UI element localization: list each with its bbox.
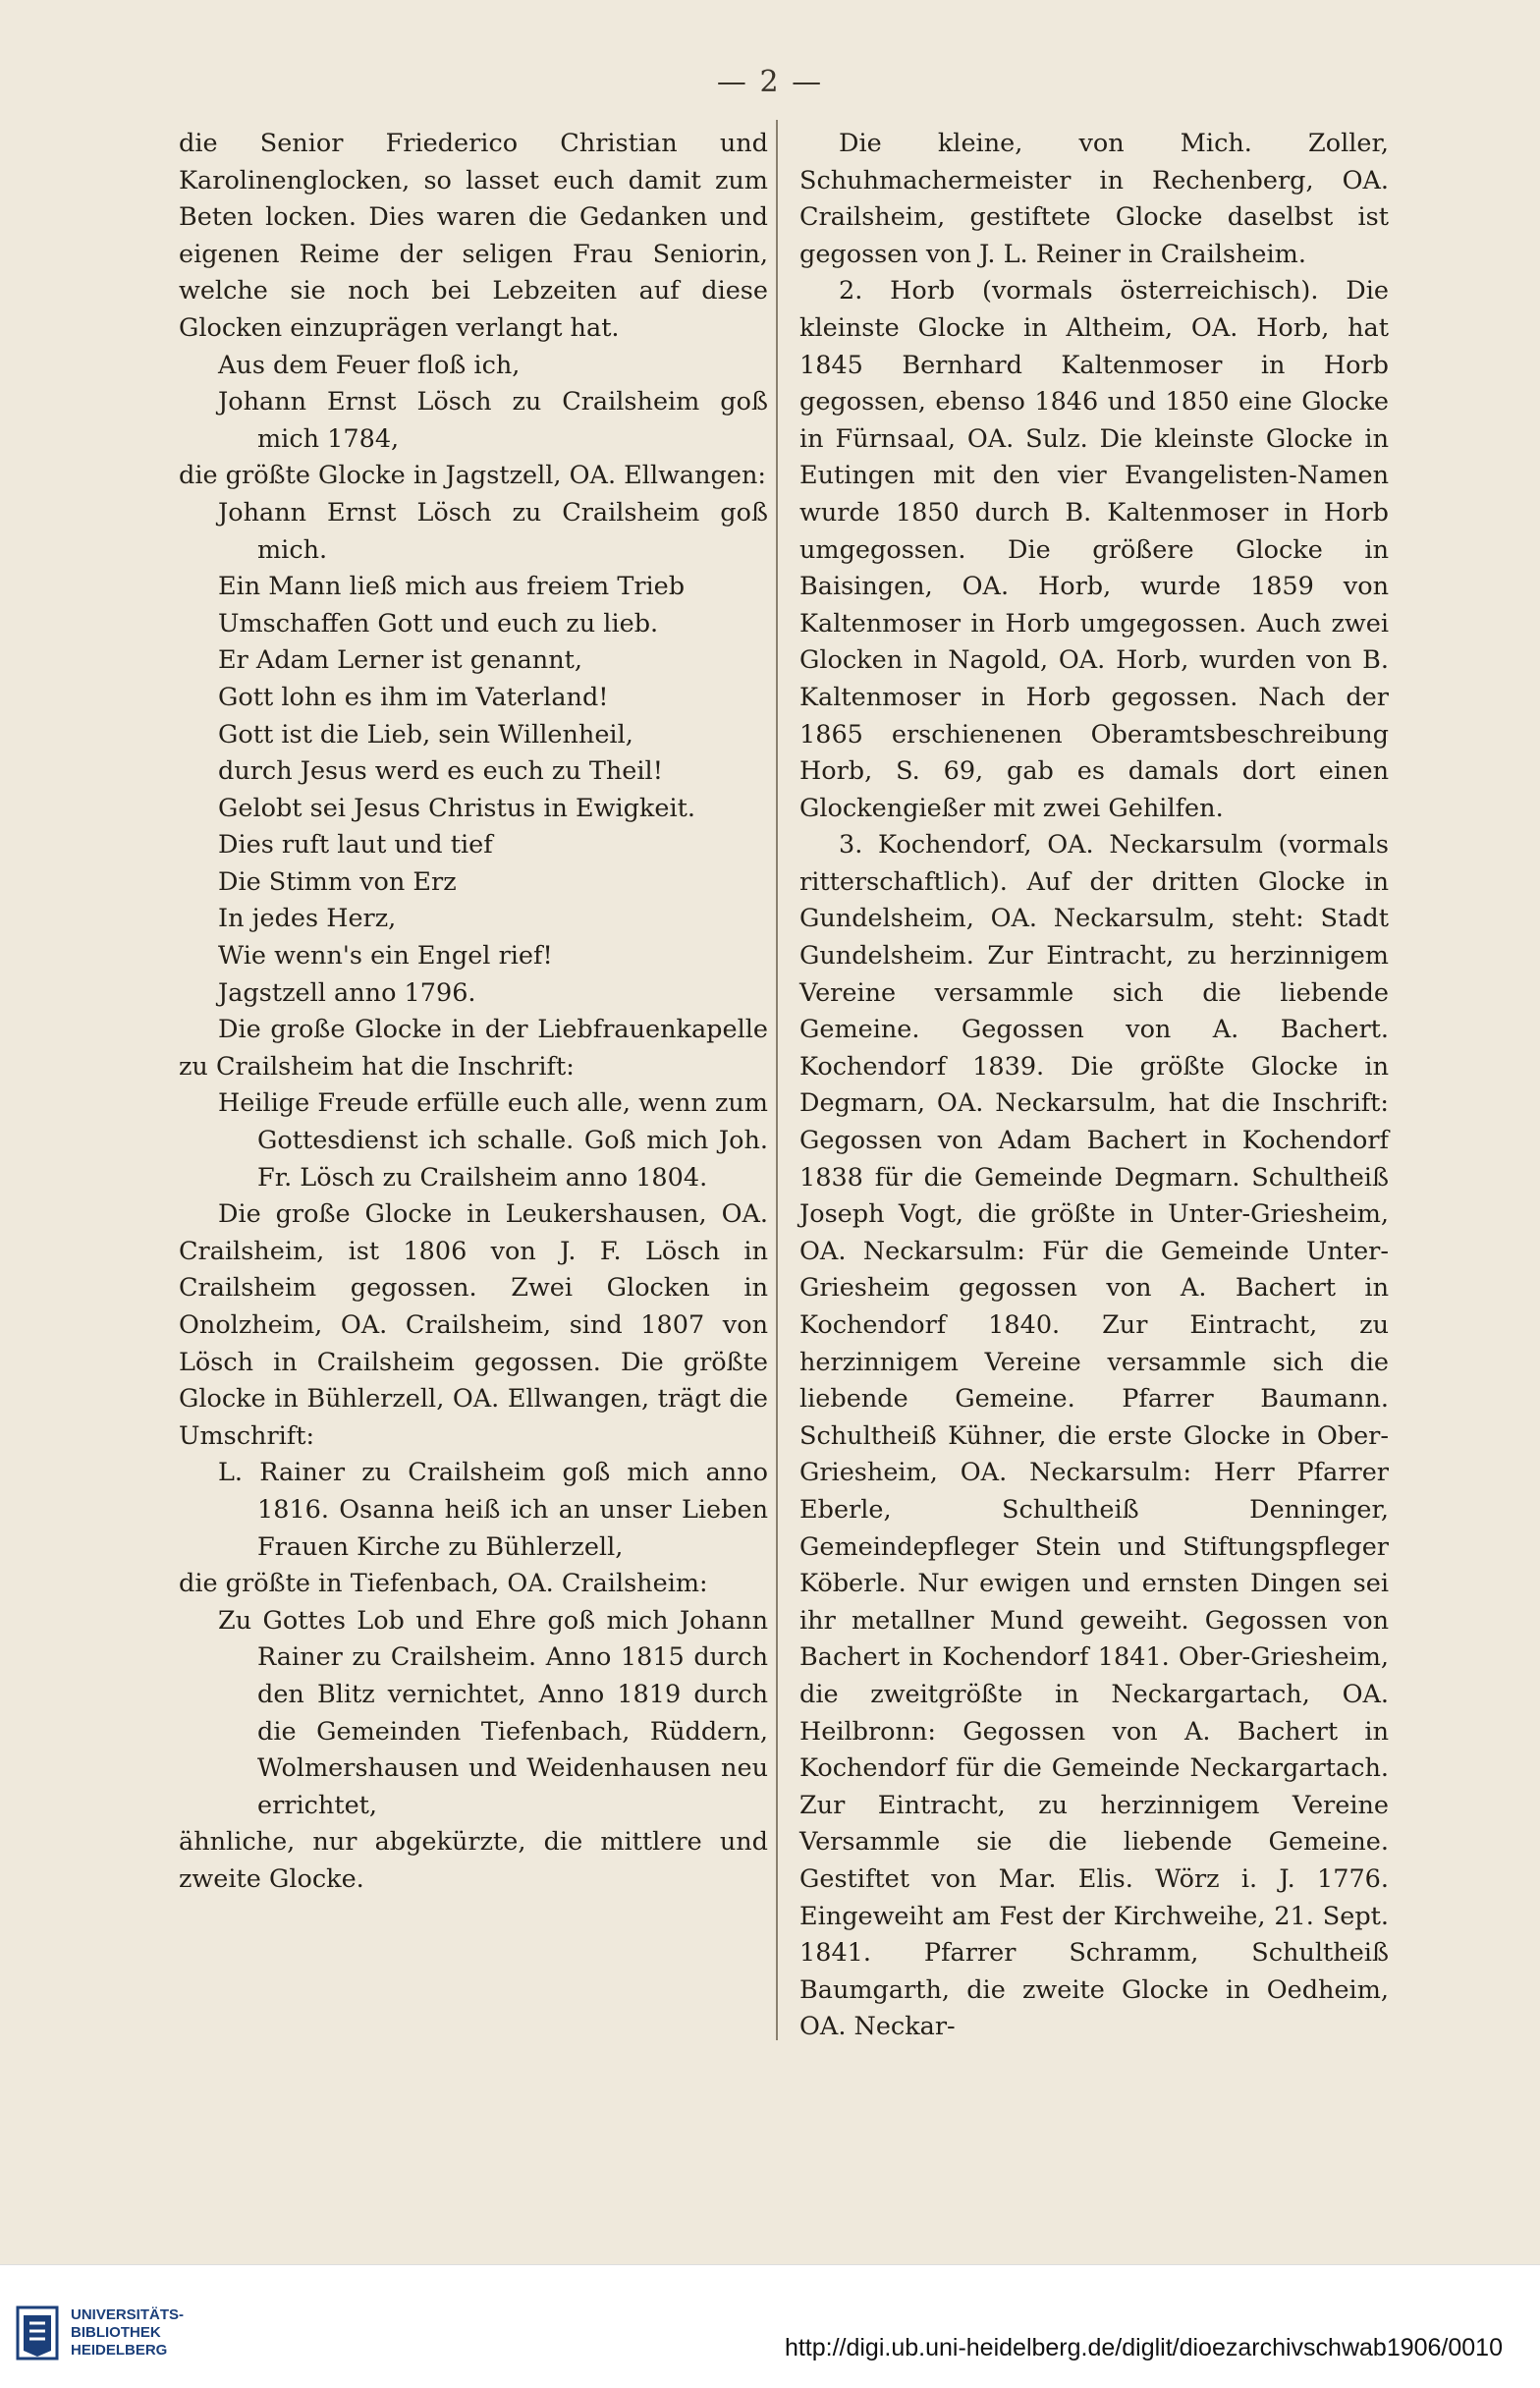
paragraph: Die kleine, von Mich. Zoller, Schuhmachermeister in Rechenberg, OA. Crailsheim, gestiftete Glocke daselbst ist gegossen von J. L. Reiner in Crailsheim. (799, 129, 1389, 269)
paragraph: durch Jesus werd es euch zu Theil! (218, 756, 663, 787)
paragraph: Gott lohn es ihm im Vaterland! (218, 682, 609, 712)
column-divider (776, 120, 778, 2040)
paragraph: Dies ruft laut und tief (218, 830, 493, 861)
logo-line-1: UNIVERSITÄTS- (71, 2306, 185, 2323)
paragraph: Heilige Freude erfülle euch alle, wenn zum Gottesdienst ich schalle. Goß mich Joh. Fr. Lösch zu Crailsheim anno 1804. (218, 1088, 768, 1193)
university-library-logo-icon (14, 2302, 61, 2364)
paragraph: Jagstzell anno 1796. (218, 977, 476, 1008)
paragraph: Aus dem Feuer floß ich, (218, 350, 521, 380)
paragraph: 2. Horb (vormals österreichisch). Die kleinste Glocke in Altheim, OA. Horb, hat 1845 Bernhard Kaltenmoser in Horb gegossen, ebenso 1846 und 1850 eine Glocke in Fürnsaal, OA. Sulz. Die kleinste Glocke in Eutingen mit den vier Evangelisten-Namen wurde 1850 durch B. Kaltenmoser in Horb umgegossen. Die größere Glocke in Baisingen, OA. Horb, wurde 1859 von Kaltenmoser in Horb umgegossen. Auch zwei Glocken in Nagold, OA. Horb, wurden von B. Kaltenmoser in Horb gegossen. Nach der 1865 erschienenen Oberamtsbeschreibung Horb, S. 69, gab es damals dort einen Glockengießer mit zwei Gehilfen. (799, 276, 1389, 823)
paragraph: Die Stimm von Erz (218, 866, 457, 897)
logo-line-3: HEIDELBERG (71, 2342, 168, 2359)
paragraph: Die große Glocke in Leukershausen, OA. Crailsheim, ist 1806 von J. F. Lösch in Crailsheim gegossen. Zwei Glocken in Onolzheim, OA. Crailsheim, sind 1807 von Lösch in Crailsheim gegossen. Die größte Glocke in Bühlerzell, OA. Ellwangen, trägt die Umschrift: (179, 1199, 768, 1451)
paragraph: Er Adam Lerner ist genannt, (218, 645, 582, 676)
right-column (799, 126, 1389, 2046)
page-number: — 2 — (716, 65, 824, 99)
paragraph: Gott ist die Lieb, sein Willenheil, (218, 719, 633, 750)
paragraph: die größte in Tiefenbach, OA. Crailsheim: (179, 1569, 708, 1599)
paragraph: Ein Mann ließ mich aus freiem Trieb (218, 572, 686, 602)
footer-bar (0, 2264, 1540, 2388)
source-url-link[interactable]: http://digi.ub.uni-heidelberg.de/diglit/dioezarchivschwab1906/0010 (784, 2334, 1503, 2361)
paragraph: Die große Glocke in der Liebfrauenkapelle zu Crailsheim hat die Inschrift: (179, 1015, 768, 1082)
left-column (179, 126, 768, 1899)
paragraph: 3. Kochendorf, OA. Neckarsulm (vormals ritterschaftlich). Auf der dritten Glocke in Gundelsheim, OA. Neckarsulm, steht: Stadt Gundelsheim. Zur Eintracht, zu herzinnigem Vereine versammle sich die liebende Gemeine. Gegossen von A. Bachert. Kochendorf 1839. Die größte Glocke in Degmarn, OA. Neckarsulm, hat die Inschrift: Gegossen von Adam Bachert in Kochendorf 1838 für die Gemeinde Degmarn. Schultheiß Joseph Vogt, die größte in Unter-Griesheim, OA. Neckarsulm: Für die Gemeinde Unter-Griesheim gegossen von A. Bachert in Kochendorf 1840. Zur Eintracht, zu herzinnigem Vereine versammle sich die liebende Gemeine. Pfarrer Baumann. Schultheiß Kühner, die erste Glocke in Ober-Griesheim, OA. Neckarsulm: Herr Pfarrer Eberle, Schultheiß Denninger, Gemeindepfleger Stein und Stiftungspfleger Köberle. Nur ewigen und ernsten Dingen sei ihr metallner Mund geweiht. Gegossen von Bachert in Kochendorf 1841. Ober-Griesheim, die zweitgrößte in Neckargartach, OA. Heilbronn: Gegossen von A. Bachert in Kochendorf für die Gemeinde Neckargartach. Zur Eintracht, zu herzinnigem Vereine Versammle sie die liebende Gemeine. Gestiftet von Mar. Elis. Wörz i. J. 1776. Eingeweiht am Fest der Kirchweihe, 21. Sept. 1841. Pfarrer Schramm, Schultheiß Baumgarth, die zweite Glocke in Oedheim, OA. Neckar- (799, 830, 1389, 2042)
paragraph: In jedes Herz, (218, 904, 397, 934)
paragraph: Johann Ernst Lösch zu Crailsheim goß mich 1784, (218, 387, 768, 454)
paragraph: Umschaffen Gott und euch zu lieb. (218, 608, 659, 639)
paragraph: ähnliche, nur abgekürzte, die mittlere und zweite Glocke. (179, 1827, 768, 1894)
paragraph: Zu Gottes Lob und Ehre goß mich Johann Rainer zu Crailsheim. Anno 1815 durch den Blitz vernichtet, Anno 1819 durch die Gemeinden Tiefenbach, Rüddern, Wolmershausen und Weidenhausen neu errichtet, (218, 1605, 768, 1820)
paragraph: Wie wenn's ein Engel rief! (218, 941, 553, 972)
paragraph: Johann Ernst Lösch zu Crailsheim goß mich. (218, 497, 768, 565)
library-logo-text (71, 2306, 184, 2360)
paragraph: Gelobt sei Jesus Christus in Ewigkeit. (218, 793, 695, 823)
paragraph: L. Rainer zu Crailsheim goß mich anno 1816. Osanna heiß ich an unser Lieben Frauen Kirche zu Bühlerzell, (218, 1458, 768, 1562)
paragraph: die Senior Friederico Christian und Karolinenglocken, so lasset euch damit zum Beten locken. Dies waren die Gedanken und eigenen Reime der seligen Frau Seniorin, welche sie noch bei Lebzeiten auf diese Glocken einzuprägen verlangt hat. (179, 129, 768, 343)
logo-line-2: BIBLIOTHEK (71, 2324, 161, 2341)
paragraph: die größte Glocke in Jagstzell, OA. Ellwangen: (179, 461, 766, 491)
